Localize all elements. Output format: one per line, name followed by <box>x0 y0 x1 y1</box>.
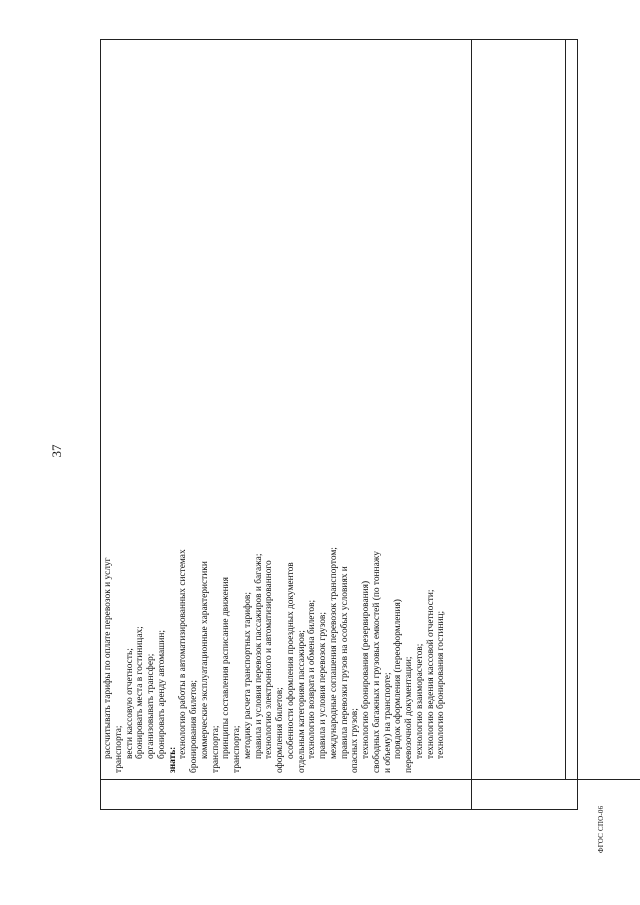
text-line: правила и условия перевозок пассажиров и багажа; <box>253 553 264 759</box>
text-line: перевозочной документации; <box>404 656 414 773</box>
text-line: транспорта; <box>113 725 124 773</box>
footer-code: ФГОС СПО-06 <box>597 805 605 853</box>
text-line: вести кассовую отчетность; <box>124 648 135 759</box>
text-line: бронировать аренду автомашин; <box>156 629 167 759</box>
text-line: коммерческие эксплуатационные характеристики <box>199 561 210 759</box>
text-line: отдельным категориям пассажиров; <box>296 630 307 773</box>
text-line: оформления билетов; <box>275 687 285 773</box>
text-line: транспорта; <box>210 725 221 773</box>
text-line: принципы составления расписание движения <box>221 577 232 759</box>
text-line: правила и условия перевозок грузов; <box>318 612 328 759</box>
text-line: международные соглашения перевозок транспортом; <box>328 547 339 759</box>
text-line: знать: <box>167 746 178 773</box>
text-line: методику расчета транспортных тарифов; <box>242 592 253 759</box>
text-line: бронирования билетов; <box>189 679 199 773</box>
text-line: технологию бронирования гостиниц; <box>436 610 447 759</box>
hours-cell <box>472 40 566 779</box>
text-line: свободных багажных и грузовых емкостей (по тоннажу <box>371 551 382 773</box>
text-line: и объему) на транспорте; <box>382 672 393 773</box>
text-line: технологию бронирования (резервирования) <box>361 580 371 759</box>
requirements-cell <box>101 40 472 779</box>
code-cell <box>101 779 472 809</box>
text-line: особенности оформления проездных документов <box>285 562 296 759</box>
text-line: организовывать трансфер; <box>146 653 156 759</box>
standards-table <box>100 39 578 810</box>
code-cell-lower <box>472 779 640 809</box>
text-line: транспорта; <box>232 725 242 773</box>
text-line: технологию взаиморасчетов; <box>414 643 425 759</box>
text-line: порядок оформления (переоформления) <box>393 599 404 759</box>
text-line: бронировать места в гостиницах; <box>135 626 146 759</box>
text-line: рассчитывать тарифы по оплате перевозок и услуг <box>103 557 113 759</box>
text-line: опасных грузов; <box>350 708 361 773</box>
page-number: 37 <box>49 444 64 458</box>
text-line: технологию ведения кассовой отчетности; <box>425 589 436 759</box>
discipline-cell <box>566 40 640 779</box>
text-line: правила перевозки грузов на особых условиях и <box>339 566 350 759</box>
text-line: технологию работы в автоматизированных системах <box>178 549 189 759</box>
text-line: технологию электронного и автоматизированного <box>264 560 275 759</box>
text-line: технологию возврата и обмена билетов; <box>307 599 318 759</box>
